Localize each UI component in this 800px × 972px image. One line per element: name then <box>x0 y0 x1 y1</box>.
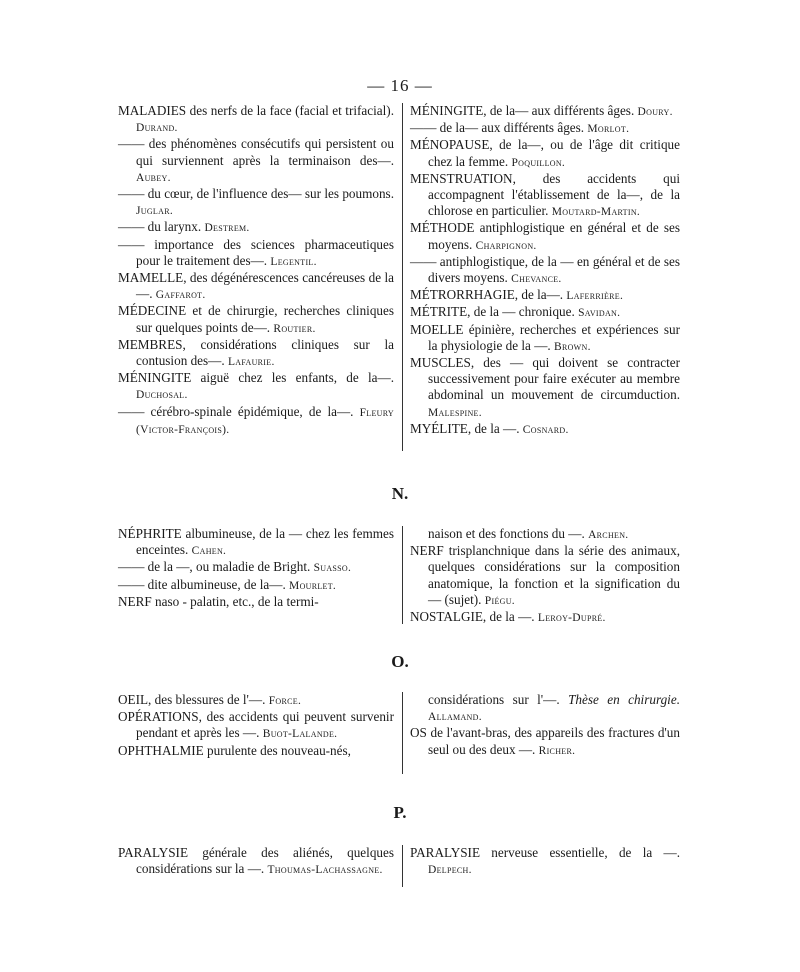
section-n <box>0 526 800 636</box>
entry-author: Cahen. <box>191 545 227 558</box>
column-divider <box>402 845 403 887</box>
entry-text: MENSTRUATION, des accidents qui accompagnent l'établissement de la—, de la chlorose en particulier. <box>410 170 680 219</box>
entry-text: MÉTHODE antiphlogistique en général et de ses moyens. <box>410 220 680 252</box>
index-entry <box>118 103 394 136</box>
index-entry <box>118 270 394 303</box>
entry-text: —— cérébro-spinale épidémique, de la—. <box>118 403 360 419</box>
entry-text: MUSCLES, des — qui doivent se contracter successivement pour faire exécuter au membre abdominal un mouvement de circumduction. <box>410 355 680 403</box>
index-entry <box>410 845 680 878</box>
index-entry <box>410 120 680 137</box>
entry-text: OEIL, des blessures de l'—. <box>118 692 269 707</box>
index-entry <box>410 609 680 626</box>
entry-author: Buot-Lalande. <box>262 728 338 741</box>
entry-author: Fleury (Victor-François). <box>136 406 394 436</box>
left-column <box>118 845 394 878</box>
entry-author: Durand. <box>136 122 178 135</box>
section-m <box>0 103 800 458</box>
index-entry <box>118 219 394 236</box>
entry-author: Mourlet. <box>289 579 337 592</box>
entry-text: MOELLE épinière, recherches et expériences sur la physiologie de la —. <box>410 321 680 353</box>
index-entry <box>118 370 394 403</box>
entry-text: considérations sur l'—. <box>428 692 569 707</box>
entry-text: —— dite albumineuse, de la—. <box>118 576 290 592</box>
entry-author: Legentil. <box>270 255 317 268</box>
entry-text: OPÉRATIONS, des accidents qui peuvent survenir pendant et après les —. <box>118 709 394 741</box>
entry-text: —— antiphlogistique, de la — en général et de ses divers moyens. <box>410 253 680 286</box>
entry-author: Laferrière. <box>566 290 624 303</box>
entry-text: MÉNINGITE, de la— aux différents âges. <box>410 103 638 118</box>
index-entry <box>410 287 680 304</box>
entry-author: Cosnard. <box>522 423 569 436</box>
entry-text: MAMELLE, des dégénérescences cancéreuses de la—. <box>118 270 394 302</box>
index-entry <box>118 692 394 709</box>
entry-text: MÉTRORRHAGIE, de la—. <box>410 287 567 303</box>
entry-text: —— importance des sciences pharmaceutiques pour le traitement des—. <box>118 236 394 268</box>
left-column <box>118 526 394 610</box>
page-number: — 16 — <box>367 76 433 95</box>
index-entry <box>410 103 680 120</box>
entry-text: MALADIES des nerfs de la face (facial et trifacial). <box>118 103 394 118</box>
entry-author: Aubey. <box>136 171 171 184</box>
index-entry <box>118 709 394 742</box>
index-entry <box>410 692 680 725</box>
entry-text: —— du larynx. <box>118 219 205 235</box>
entry-author: Suasso. <box>313 562 352 575</box>
entry-text: naison et des fonctions du —. <box>428 526 589 541</box>
index-entry <box>118 136 394 186</box>
entry-text: NOSTALGIE, de la —. <box>410 609 538 625</box>
section-letter-n: N. <box>391 484 409 503</box>
entry-author: Richer. <box>538 744 576 757</box>
column-divider <box>402 103 403 451</box>
index-entry <box>118 577 394 594</box>
index-entry <box>118 337 394 370</box>
entry-author: Morlot. <box>587 123 630 136</box>
section-letter-o: O. <box>391 652 409 671</box>
entry-text: NÉPHRITE albumineuse, de la — chez les femmes enceintes. <box>118 526 394 558</box>
index-entry <box>118 404 394 438</box>
entry-author: Destrem. <box>204 222 250 235</box>
entry-author: Moutard-Martin. <box>551 206 641 219</box>
entry-author: Thoumas-Lachassagne. <box>267 864 383 877</box>
entry-text: —— des phénomènes consécutifs qui persistent ou qui surviennent après la terminaison des—. <box>118 136 394 168</box>
entry-text: MÉNOPAUSE, de la—, ou de l'âge dit critique chez la femme. <box>410 137 680 169</box>
entry-author: Archen. <box>588 529 629 541</box>
entry-text: PARALYSIE générale des aliénés, quelques considérations sur la —. <box>118 845 394 877</box>
entry-author: Piégu. <box>484 594 515 607</box>
entry-text: MEMBRES, considérations cliniques sur la contusion des—. <box>118 336 394 369</box>
index-entry <box>410 526 680 543</box>
right-column <box>410 103 680 438</box>
index-entry <box>410 171 680 221</box>
section-letter-p: P. <box>393 803 407 822</box>
entry-author: Routier. <box>273 322 316 335</box>
entry-text: NERF trisplanchnique dans la série des animaux, quelques considérations sur la composition anatomique, la fonction et la signification du — (sujet). <box>410 543 680 607</box>
index-entry <box>410 220 680 253</box>
index-entry <box>410 725 680 758</box>
left-column <box>118 103 394 438</box>
entry-author: Lafaurie. <box>227 356 275 369</box>
entry-text: MÉDECINE et de chirurgie, recherches cliniques sur quelques points de—. <box>118 303 394 335</box>
entry-text: MYÉLITE, de la —. <box>410 420 523 436</box>
index-entry <box>118 526 394 559</box>
entry-text: PARALYSIE nerveuse essentielle, de la —. <box>410 845 680 860</box>
entry-author: Force. <box>268 695 302 707</box>
entry-author: Allamand. <box>428 711 482 724</box>
entry-text: NERF naso - palatin, etc., de la termi- <box>118 593 319 609</box>
index-entry <box>118 845 394 878</box>
entry-text: —— de la —, ou maladie de Bright. <box>118 559 314 575</box>
entry-text: —— du cœur, de l'influence des— sur les poumons. <box>118 186 394 202</box>
index-entry <box>410 322 680 355</box>
index-entry <box>118 559 394 576</box>
index-entry <box>118 594 394 610</box>
entry-text: —— de la— aux différents âges. <box>410 120 588 136</box>
column-divider <box>402 526 403 624</box>
entry-author: Juglar. <box>136 205 174 218</box>
entry-text: OS de l'avant-bras, des appareils des fractures d'un seul ou des deux —. <box>410 725 680 757</box>
entry-author: Charpignon. <box>475 239 537 252</box>
entry-author: Duchosal. <box>136 389 188 402</box>
entry-author: Leroy-Dupré. <box>537 612 606 625</box>
index-entry <box>410 543 680 609</box>
entry-author: Savidan. <box>578 307 621 320</box>
right-column <box>410 692 680 759</box>
entry-author: Malespine. <box>428 406 482 419</box>
right-column <box>410 526 680 626</box>
section-p <box>0 845 800 895</box>
entry-author: Gaffarot. <box>155 289 206 302</box>
entry-text: MÉNINGITE aiguë chez les enfants, de la—. <box>118 370 394 386</box>
index-entry <box>118 743 394 759</box>
right-column <box>410 845 680 878</box>
entry-italic-note: Thèse en chirurgie. <box>568 692 680 707</box>
index-entry <box>410 421 680 438</box>
entry-author: Doury. <box>637 106 673 118</box>
entry-author: Chevance. <box>511 273 562 286</box>
index-entry <box>118 186 394 219</box>
index-entry <box>118 237 394 270</box>
entry-author: Brown. <box>554 340 591 353</box>
index-entry <box>410 254 680 287</box>
index-entry <box>410 137 680 170</box>
entry-author: Poquillon. <box>511 156 566 169</box>
left-column <box>118 692 394 759</box>
column-divider <box>402 692 403 774</box>
section-o <box>0 692 800 782</box>
entry-text: MÉTRITE, de la — chronique. <box>410 304 579 320</box>
index-entry <box>410 304 680 321</box>
index-entry <box>118 303 394 336</box>
entry-text: OPHTHALMIE purulente des nouveau-nés, <box>118 742 351 758</box>
entry-author: Delpech. <box>428 864 472 877</box>
index-entry <box>410 355 680 421</box>
